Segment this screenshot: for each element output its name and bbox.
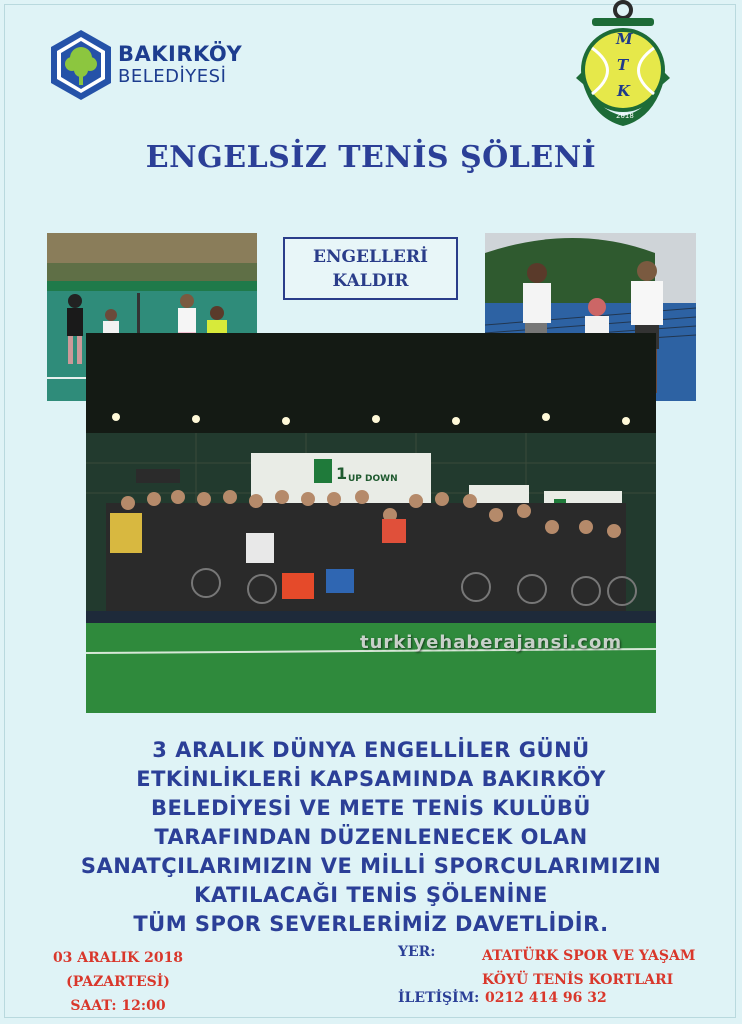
tree-hexagon-icon xyxy=(48,28,114,102)
engelleri-kaldir-box xyxy=(283,237,458,300)
banner-brand: UP DOWN xyxy=(348,474,398,484)
logo-letter-m: M xyxy=(616,30,633,48)
event-time: SAAT: 12:00 xyxy=(70,998,166,1014)
photo-group-indoor-court xyxy=(86,333,656,713)
tag-line1: ENGELLERİ xyxy=(313,247,428,267)
banner-number: 1 xyxy=(336,464,348,483)
invitation-text xyxy=(20,736,722,939)
venue-value xyxy=(482,944,695,992)
body-line-4: TARAFINDAN DÜZENLENECEK OLAN xyxy=(154,825,588,849)
logo-letter-k: K xyxy=(617,82,631,100)
logo-line2: BELEDİYESİ xyxy=(118,66,227,87)
contact-phone: 0212 414 96 32 xyxy=(485,990,607,1006)
body-line-5: SANATÇILARIMIZIN VE MİLLİ SPORCULARIMIZIN xyxy=(80,854,662,878)
logo-year: 2018 xyxy=(616,112,634,120)
tag-line2: KALDIR xyxy=(332,271,409,291)
body-line-2: ETKİNLİKLERİ KAPSAMINDA BAKIRKÖY xyxy=(136,767,606,791)
venue-line2: KÖYÜ TENİS KORTLARI xyxy=(482,972,674,988)
contact-label: İLETİŞİM: xyxy=(398,990,480,1006)
venue-line1: ATATÜRK SPOR VE YAŞAM xyxy=(482,948,696,964)
poster-title: ENGELSİZ TENİS ŞÖLENİ xyxy=(145,140,597,175)
venue-label: YER: xyxy=(398,944,436,960)
logo-letter-t: T xyxy=(617,56,629,74)
body-line-7: TÜM SPOR SEVERLERİMİZ DAVETLİDİR. xyxy=(133,912,609,936)
body-line-6: KATILACAĞI TENİS ŞÖLENİNE xyxy=(194,883,548,907)
event-date: 03 ARALIK 2018 xyxy=(52,950,184,966)
logo-line1: BAKIRKÖY xyxy=(118,42,243,66)
watermark-text: turkiyehaberajansi.com xyxy=(360,632,623,653)
event-date-block xyxy=(38,946,198,1018)
event-day: (PAZARTESİ) xyxy=(66,974,170,990)
body-line-1: 3 ARALIK DÜNYA ENGELLİLER GÜNÜ xyxy=(152,738,590,762)
mtk-logo xyxy=(572,0,676,134)
body-line-3: BELEDİYESİ VE METE TENİS KULÜBÜ xyxy=(151,796,591,820)
bakirkoy-logo xyxy=(48,28,288,102)
